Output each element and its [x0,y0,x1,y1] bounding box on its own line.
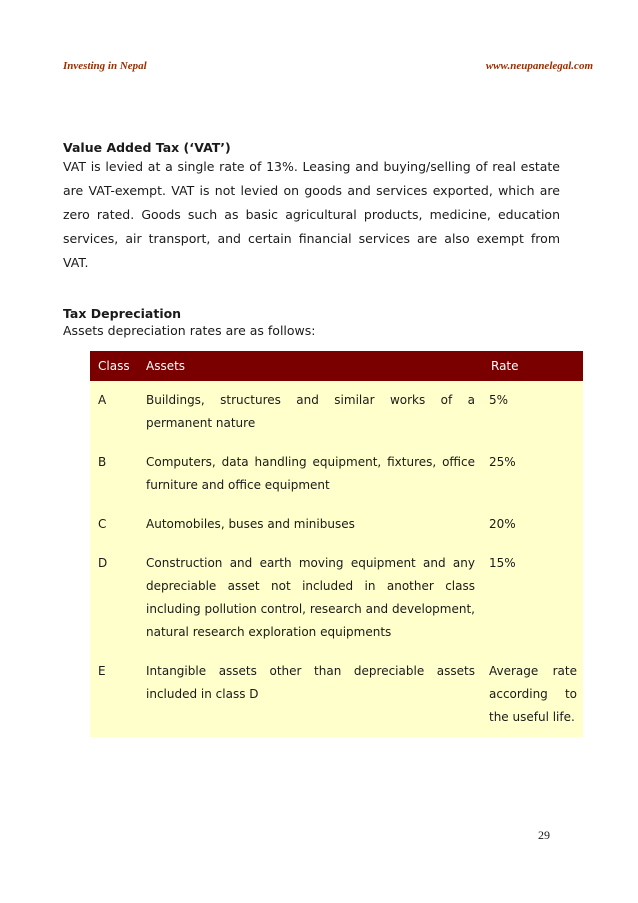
vat-line: services, air transport, and certain financial services are also exempt from [63,231,560,246]
column-header-rate: Rate [483,351,583,381]
table-row [90,443,583,505]
assets-cell: Computers, data handling equipment, fixtures, office furniture and office equipment [138,443,483,505]
vat-line: zero rated. Goods such as basic agricultural products, medicine, education [63,207,560,222]
vat-paragraph [63,155,560,275]
table-header-row [90,351,583,381]
depreciation-table [90,351,583,737]
class-cell: A [90,381,138,443]
depreciation-intro: Assets depreciation rates are as follows: [63,323,316,338]
assets-cell: Intangible assets other than depreciable assets included in class D [138,652,483,737]
header-title: Investing in Nepal [63,60,147,72]
assets-cell: Construction and earth moving equipment and any depreciable asset not included in another class including pollution control, research and development, natural research exploration equipments [138,544,483,652]
vat-line: VAT is levied at a single rate of 13%. Leasing and buying/selling of real estate [63,159,560,174]
header-website: www.neupanelegal.com [485,60,593,72]
class-cell: E [90,652,138,737]
column-header-class: Class [90,351,138,381]
table-row [90,381,583,443]
rate-cell: 5% [483,381,583,443]
class-cell: D [90,544,138,652]
rate-cell: 25% [483,443,583,505]
table-row [90,652,583,737]
column-header-assets: Assets [138,351,483,381]
page-number: 29 [538,828,550,842]
vat-line: VAT. [63,255,89,270]
vat-section-title: Value Added Tax (‘VAT’) [63,140,231,155]
assets-cell: Buildings, structures and similar works of a permanent nature [138,381,483,443]
vat-line: are VAT-exempt. VAT is not levied on goods and services exported, which are [63,183,560,198]
rate-cell: 20% [483,505,583,544]
class-cell: B [90,443,138,505]
depreciation-section-title: Tax Depreciation [63,306,182,321]
table-row [90,505,583,544]
table-row [90,544,583,652]
rate-cell: 15% [483,544,583,652]
assets-cell: Automobiles, buses and minibuses [138,505,483,544]
class-cell: C [90,505,138,544]
rate-cell: Average rate according to the useful life. [483,652,583,737]
